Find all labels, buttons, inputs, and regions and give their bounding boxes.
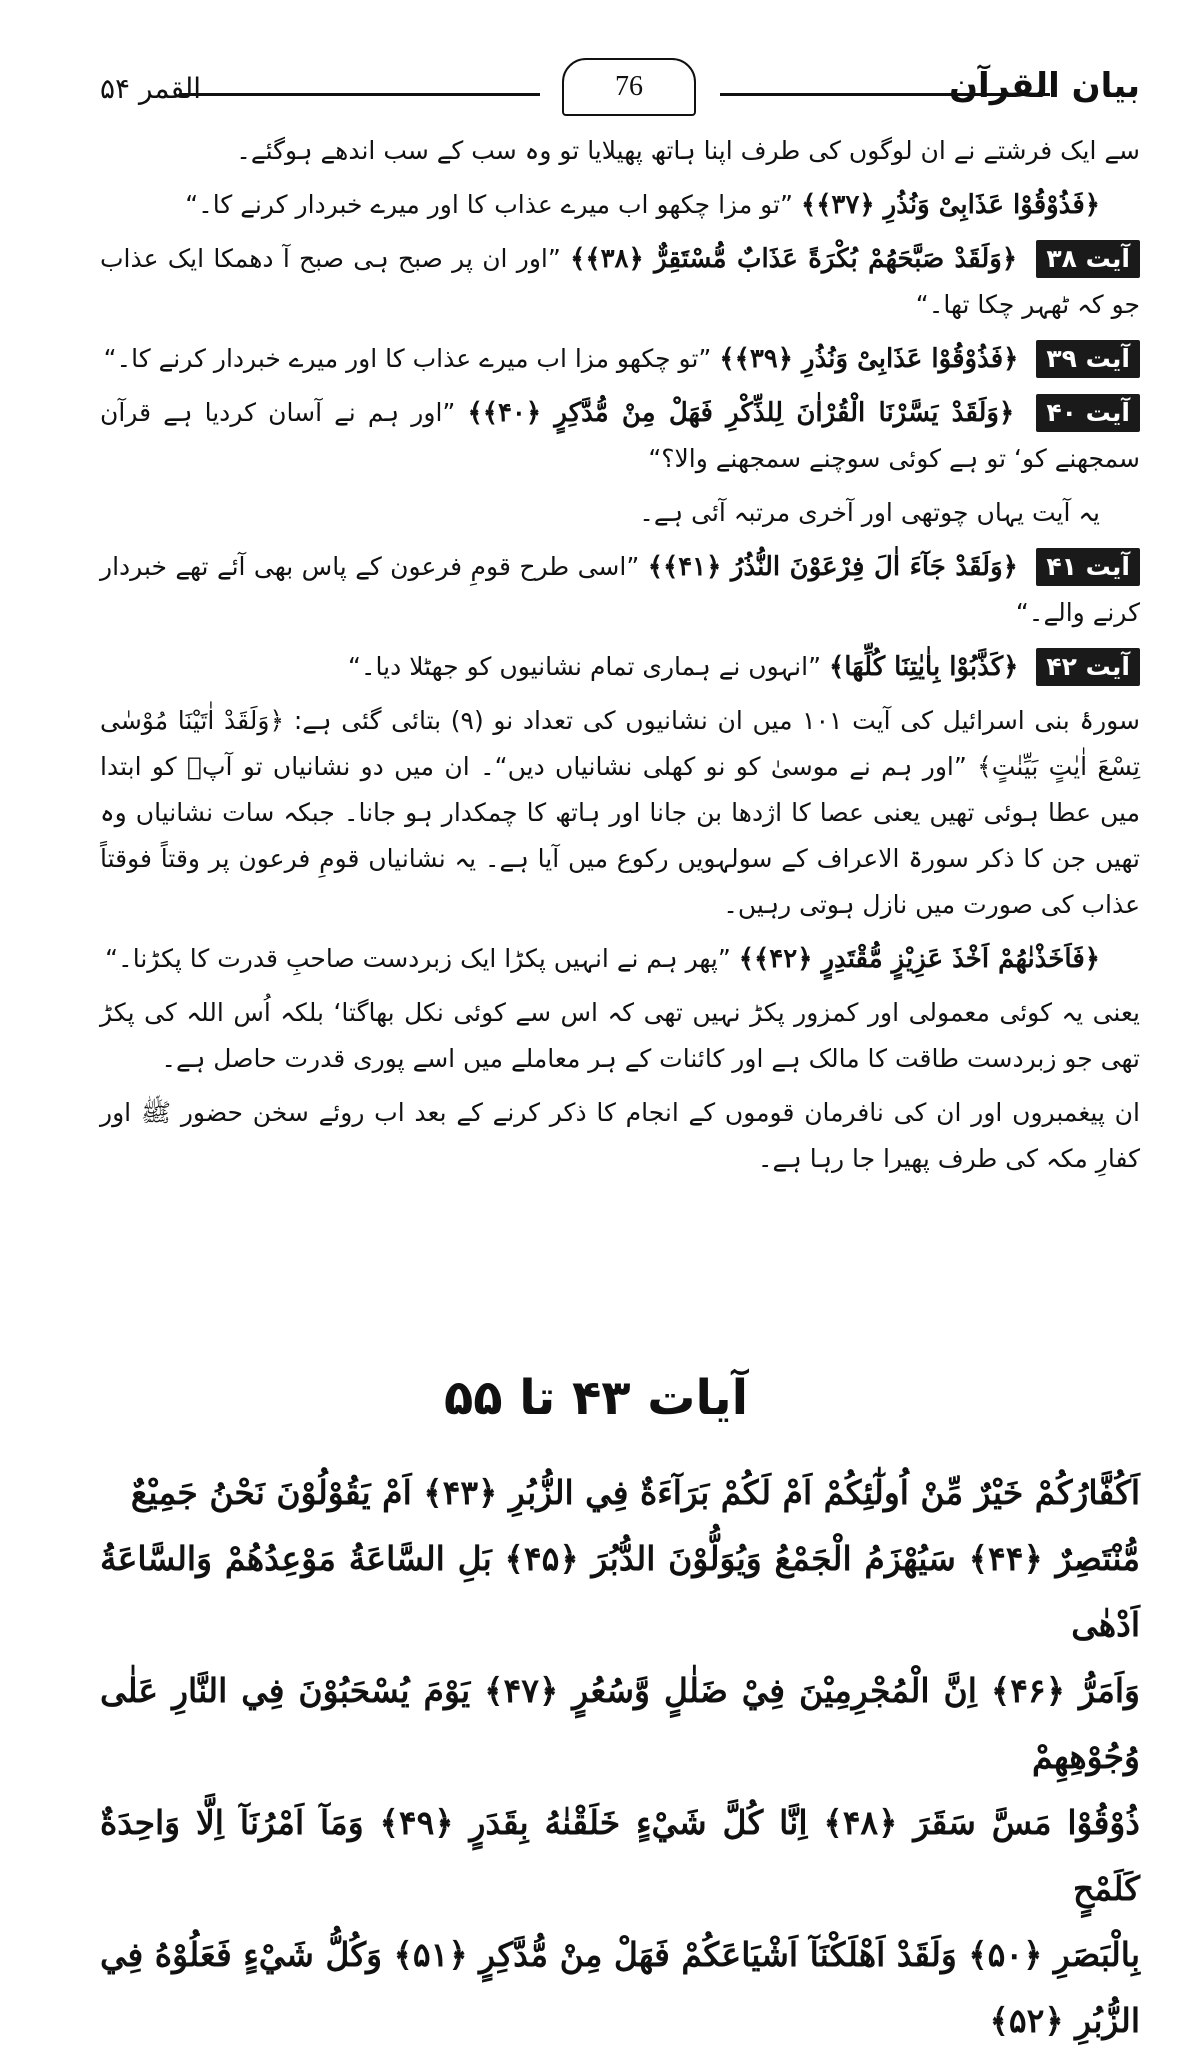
ayah-paragraph [100,644,1140,690]
paragraph [100,128,1140,174]
quran-line: اَكُفَّارُكُمْ خَيْرٌ مِّنْ اُولٰٓئِكُمْ اَمْ لَكُمْ بَرَآءَةٌ فِي الزُّبُرِ ﴿۴۳﴾ اَمْ يَقُوْلُوْنَ نَحْنُ جَمِيْعٌ [130,1473,1140,1512]
arabic-verse: ﴿كَذَّبُوْا بِاٰيٰتِنَا كُلِّهَا﴾ [829,652,1019,682]
verse-translation: ”تو چکھو مزا اب میرے عذاب کا اور میرے خبردار کرنے کا۔“ [103,344,712,373]
arabic-verse: ﴿وَلَقَدْ صَبَّحَهُمْ بُكْرَةً عَذَابٌ مُّسْتَقِرٌّ ﴿۳۸﴾﴾ [570,244,1018,274]
verse-paragraph [100,182,1140,228]
quran-line: بِالْبَصَرِ ﴿۵۰﴾ وَلَقَدْ اَهْلَكْنَآ اَشْيَاعَكُمْ فَهَلْ مِنْ مُّدَّكِرٍ ﴿۵۱﴾ وَكُلُّ شَيْءٍ فَعَلُوْهُ فِي الزُّبُرِ ﴿۵۲﴾ [100,1935,1141,2040]
ayah-paragraph [100,390,1140,482]
paragraph [100,490,1140,536]
paragraph-text: یعنی یہ کوئی معمولی اور کمزور پکڑ نہیں تھی کہ اس سے کوئی نکل بھاگتا‘ بلکہ اُس اللہ کی پکڑ تھی جو زبردست طاقت کا مالک ہے اور کائنات کے ہر معاملے میں اسے پوری قدرت حاصل ہے۔ [100,998,1140,1073]
page-number: 76 [562,58,696,116]
verse-translation: ”تو مزا چکھو اب میرے عذاب کا اور میرے خبردار کرنے کا۔“ [185,190,793,219]
ayah-paragraph [100,236,1140,328]
header-rule-left [180,93,540,96]
verse-paragraph [100,936,1140,982]
arabic-verse: ﴿فَذُوْقُوْا عَذَابِىْ وَنُذُرِ ﴿۳۹﴾﴾ [719,344,1019,374]
quran-text-block [100,1460,1140,2054]
quran-line: مُّنْتَصِرٌ ﴿۴۴﴾ سَيُهْزَمُ الْجَمْعُ وَيُوَلُّوْنَ الدُّبُرَ ﴿۴۵﴾ بَلِ السَّاعَةُ مَوْعِدُهُمْ وَالسَّاعَةُ اَدْهٰى [100,1539,1140,1644]
ayah-label: آیت ۴۰ [1036,394,1140,432]
paragraph-text: سورۂ بنی اسرائیل کی آیت ۱۰۱ میں ان نشانیوں کی تعداد نو (۹) بتائی گئی ہے: ﴿وَلَقَدْ اٰتَيْنَا مُوْسٰى تِسْعَ اٰيٰتٍ بَيِّنٰتٍ﴾ ”اور ہم نے موسیٰ کو نو کھلی نشانیاں دیں“۔ ان میں دو نشانیاں تو آپؑ کو ابتدا میں عطا ہوئی تھیں یعنی عصا کا اژدھا بن جانا اور ہاتھ کا چمکدار ہو جانا۔ جبکہ سات نشانیاں وہ تھیں جن کا ذکر سورۃ الاعراف کے سولہویں رکوع میں آیا ہے۔ یہ نشانیاں قومِ فرعون پر وقتاً فوقتاً عذاب کی صورت میں نازل ہوتی رہیں۔ [100,706,1141,919]
arabic-verse: ﴿فَاَخَذْنٰهُمْ اَخْذَ عَزِيْزٍ مُّقْتَدِرٍ ﴿۴۲﴾﴾ [738,944,1100,974]
paragraph [100,698,1140,928]
surah-reference: القمر ۵۴ [100,72,202,105]
arabic-verse: ﴿وَلَقَدْ يَسَّرْنَا الْقُرْاٰنَ لِلذِّكْرِ فَهَلْ مِنْ مُّدَّكِرٍ ﴿۴۰﴾﴾ [467,398,1015,428]
verse-translation: ”اور ان پر صبح ہی صبح آ دھمکا ایک عذاب جو کہ ٹھہر چکا تھا۔“ [100,244,1140,319]
arabic-verse: ﴿فَذُوْقُوْا عَذَابِىْ وَنُذُرِ ﴿۳۷﴾﴾ [800,190,1100,220]
paragraph [100,990,1140,1082]
quran-line: وَاَمَرُّ ﴿۴۶﴾ اِنَّ الْمُجْرِمِيْنَ فِيْ ضَلٰلٍ وَّسُعُرٍ ﴿۴۷﴾ يَوْمَ يُسْحَبُوْنَ فِي النَّارِ عَلٰى وُجُوْهِهِمْ [100,1671,1140,1776]
commentary-body [100,128,1140,1190]
verse-translation: ”پھر ہم نے انہیں پکڑا ایک زبردست صاحبِ قدرت کا پکڑنا۔“ [105,944,731,973]
paragraph-text: ان پیغمبروں اور ان کی نافرمان قوموں کے انجام کا ذکر کرنے کے بعد اب روئے سخن حضور ﷺ اور کفارِ مکہ کی طرف پھیرا جا رہا ہے۔ [100,1098,1140,1173]
ayah-label: آیت ۳۸ [1036,240,1140,278]
ayah-paragraph [100,336,1140,382]
verse-translation: ”اور ہم نے آسان کردیا ہے قرآن سمجھنے کو‘ تو ہے کوئی سوچنے سمجھنے والا؟“ [100,398,1140,473]
paragraph-text: یہ آیت یہاں چوتھی اور آخری مرتبہ آئی ہے۔ [639,498,1100,527]
paragraph [100,1090,1140,1182]
ayah-label: آیت ۴۲ [1036,648,1140,686]
arabic-verse: ﴿وَلَقَدْ جَآءَ اٰلَ فِرْعَوْنَ النُّذُرُ ﴿۴۱﴾﴾ [647,552,1018,582]
ayah-paragraph [100,544,1140,636]
section-heading: آیات ۴۳ تا ۵۵ [443,1370,749,1426]
ayah-label: آیت ۳۹ [1036,340,1140,378]
verse-translation: ”انہوں نے ہماری تمام نشانیوں کو جھٹلا دیا۔“ [347,652,822,681]
verse-translation: ”اسی طرح قومِ فرعون کے پاس بھی آئے تھے خبردار کرنے والے۔“ [100,552,1140,627]
book-title: بیان القرآن [949,66,1140,106]
paragraph-text: سے ایک فرشتے نے ان لوگوں کی طرف اپنا ہاتھ پھیلایا تو وہ سب کے سب اندھے ہوگئے۔ [236,136,1140,165]
ayah-label: آیت ۴۱ [1036,548,1140,586]
quran-line: ذُوْقُوْا مَسَّ سَقَرَ ﴿۴۸﴾ اِنَّا كُلَّ شَيْءٍ خَلَقْنٰهُ بِقَدَرٍ ﴿۴۹﴾ وَمَآ اَمْرُنَآ اِلَّا وَاحِدَةٌ كَلَمْحٍ [100,1803,1140,1908]
running-header [100,60,1140,120]
